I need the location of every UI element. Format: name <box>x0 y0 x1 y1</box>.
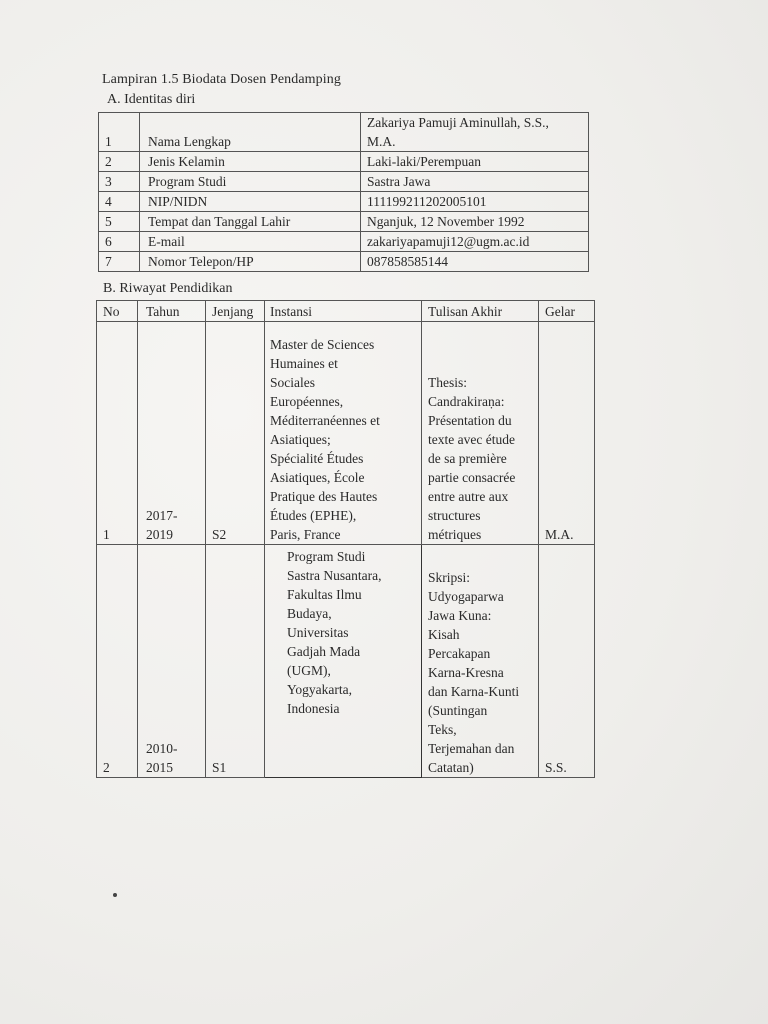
header-jenjang: Jenjang <box>206 301 265 322</box>
pendidikan-instansi: Program Studi Sastra Nusantara, Fakultas Ilmu Budaya, Universitas Gadjah Mada (UGM), Yogyakarta, Indonesia <box>265 545 422 778</box>
identitas-value: Nganjuk, 12 November 1992 <box>361 212 589 232</box>
identitas-value: zakariyapamuji12@ugm.ac.id <box>361 232 589 252</box>
identitas-table <box>98 112 589 272</box>
header-tulisan-akhir: Tulisan Akhir <box>422 301 539 322</box>
pendidikan-no: 2 <box>97 545 138 778</box>
pendidikan-instansi: Master de Sciences Humaines et Sociales Européennes, Méditerranéennes et Asiatiques; Spécialité Études Asiatiques, École Pratique des Hautes Études (EPHE), Paris, France <box>265 322 422 545</box>
header-instansi: Instansi <box>265 301 422 322</box>
section-b-heading: B. Riwayat Pendidikan <box>103 281 233 296</box>
identitas-value: Laki-laki/Perempuan <box>361 152 589 172</box>
header-no: No <box>97 301 138 322</box>
identitas-no: 1 <box>99 113 140 152</box>
pendidikan-table <box>96 300 595 778</box>
table-row <box>99 232 589 252</box>
pendidikan-jenjang: S1 <box>206 545 265 778</box>
pendidikan-no: 1 <box>97 322 138 545</box>
identitas-value: 111199211202005101 <box>361 192 589 212</box>
table-row <box>99 252 589 272</box>
pendidikan-tahun: 2010- 2015 <box>138 545 206 778</box>
table-row <box>99 192 589 212</box>
section-a-heading: A. Identitas diri <box>107 92 196 107</box>
pendidikan-tulisan-akhir: Skripsi: Udyogaparwa Jawa Kuna: Kisah Percakapan Karna-Kresna dan Karna-Kunti (Suntingan Teks, Terjemahan dan Catatan) <box>422 545 539 778</box>
identitas-no: 2 <box>99 152 140 172</box>
identitas-no: 4 <box>99 192 140 212</box>
pendidikan-gelar: S.S. <box>539 545 595 778</box>
pendidikan-header-row <box>97 301 595 322</box>
stray-mark <box>113 893 117 897</box>
table-row <box>99 113 589 152</box>
identitas-label: Program Studi <box>140 172 361 192</box>
identitas-label: Jenis Kelamin <box>140 152 361 172</box>
identitas-value: 087858585144 <box>361 252 589 272</box>
header-tahun: Tahun <box>138 301 206 322</box>
identitas-label: NIP/NIDN <box>140 192 361 212</box>
table-row <box>99 212 589 232</box>
identitas-no: 6 <box>99 232 140 252</box>
identitas-label: Nomor Telepon/HP <box>140 252 361 272</box>
table-row <box>99 152 589 172</box>
identitas-label: Nama Lengkap <box>140 113 361 152</box>
pendidikan-jenjang: S2 <box>206 322 265 545</box>
table-row <box>99 172 589 192</box>
identitas-no: 5 <box>99 212 140 232</box>
pendidikan-tulisan-akhir: Thesis: Candrakiraṇa: Présentation du texte avec étude de sa première partie consacrée entre autre aux structures métriques <box>422 322 539 545</box>
identitas-no: 3 <box>99 172 140 192</box>
table-row <box>97 545 595 778</box>
pendidikan-gelar: M.A. <box>539 322 595 545</box>
identitas-label: E-mail <box>140 232 361 252</box>
identitas-no: 7 <box>99 252 140 272</box>
pendidikan-tahun: 2017- 2019 <box>138 322 206 545</box>
identitas-label: Tempat dan Tanggal Lahir <box>140 212 361 232</box>
header-gelar: Gelar <box>539 301 595 322</box>
table-row <box>97 322 595 545</box>
identitas-value: Sastra Jawa <box>361 172 589 192</box>
document-title: Lampiran 1.5 Biodata Dosen Pendamping <box>102 72 341 87</box>
identitas-value: Zakariya Pamuji Aminullah, S.S., M.A. <box>361 113 589 152</box>
